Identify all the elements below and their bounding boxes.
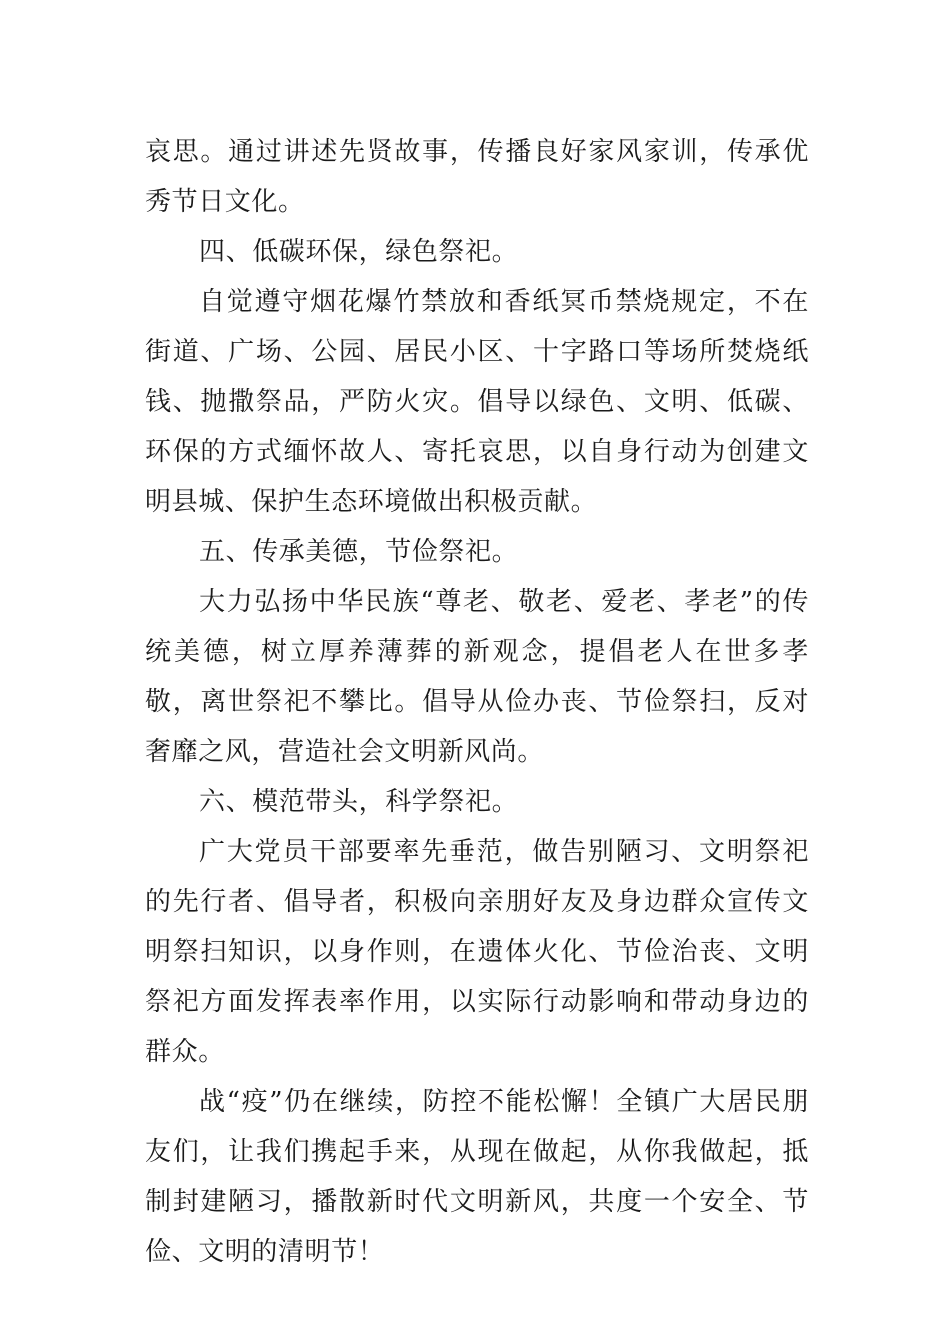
document-body [145,127,809,1277]
section-heading-5: 五、传承美德，节俭祭祀。 [199,537,519,567]
paragraph-section-4: 自觉遵守烟花爆竹禁放和香纸冥币禁烧规定，不在街道、广场、公园、居民小区、十字路口等场所焚烧纸钱、抛撒祭品，严防火灾。倡导以绿色、文明、低碳、环保的方式缅怀故人、寄托哀思，以自身行动为创建文明县城、保护生态环境做出积极贡献。 [145,287,809,517]
section-heading-4: 四、低碳环保，绿色祭祀。 [199,237,519,267]
paragraph-section-6: 广大党员干部要率先垂范，做告别陋习、文明祭祀的先行者、倡导者，积极向亲朋好友及身边群众宣传文明祭扫知识，以身作则，在遗体火化、节俭治丧、文明祭祀方面发挥表率作用，以实际行动影响和带动身边的群众。 [145,837,809,1067]
paragraph-section-5: 大力弘扬中华民族“尊老、敬老、爱老、孝老”的传统美德，树立厚养薄葬的新观念，提倡老人在世多孝敬，离世祭祀不攀比。倡导从俭办丧、节俭祭扫，反对奢靡之风，营造社会文明新风尚。 [145,587,809,767]
paragraph-closing: 战“疫”仍在继续，防控不能松懈！全镇广大居民朋友们，让我们携起手来，从现在做起，从你我做起，抵制封建陋习，播散新时代文明新风，共度一个安全、节俭、文明的清明节！ [145,1087,809,1267]
section-heading-6: 六、模范带头，科学祭祀。 [199,787,519,817]
paragraph-continuation: 哀思。通过讲述先贤故事，传播良好家风家训，传承优秀节日文化。 [145,137,809,217]
